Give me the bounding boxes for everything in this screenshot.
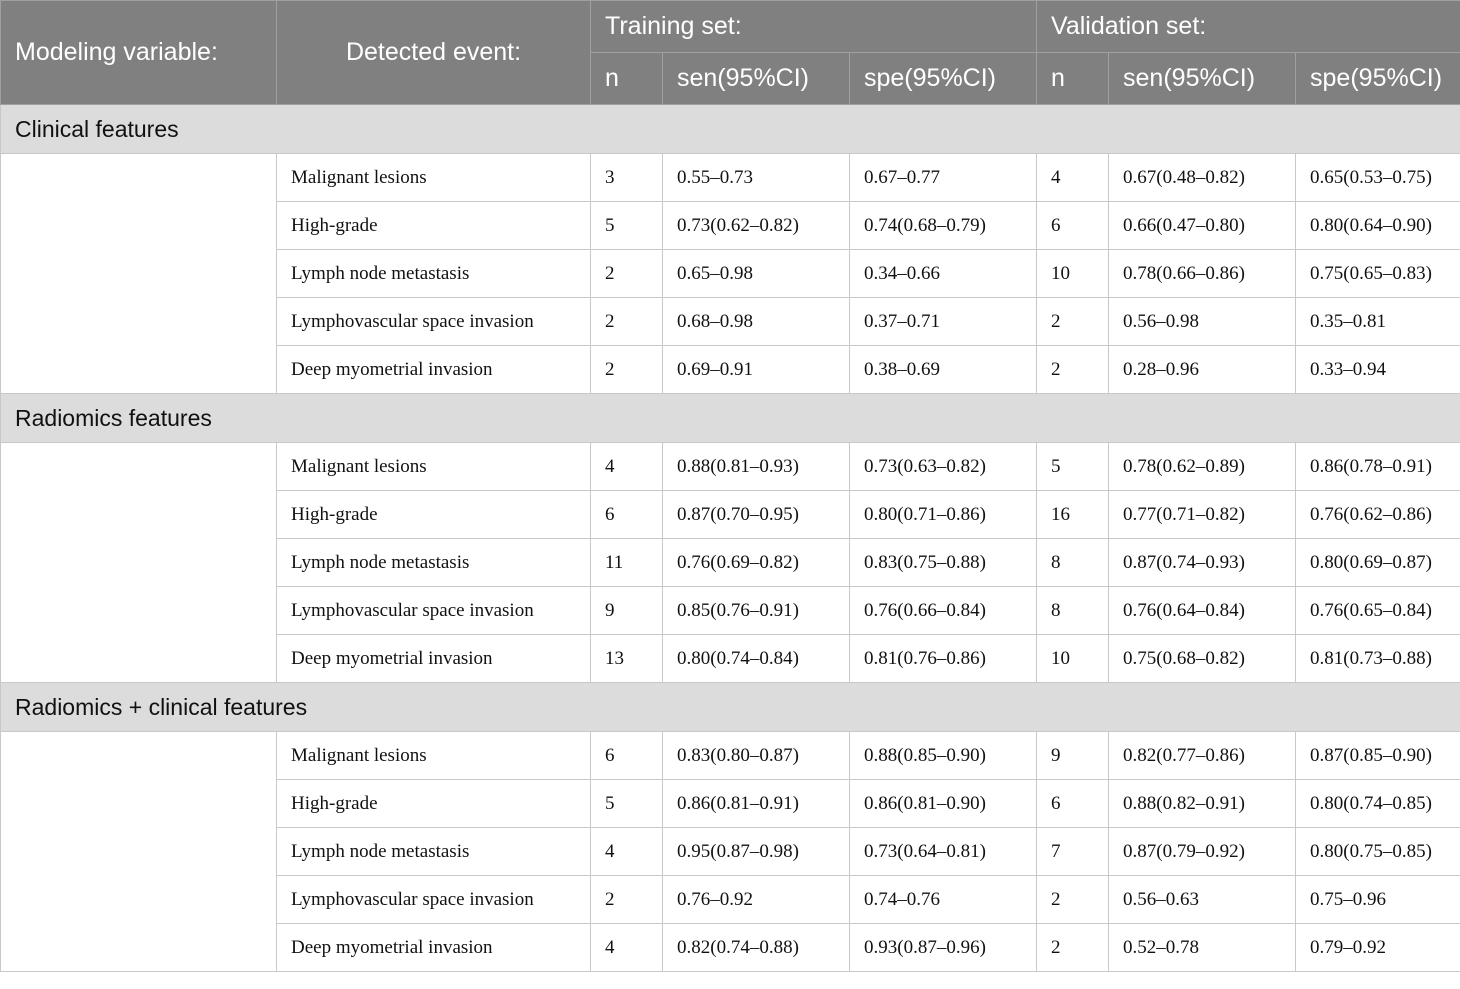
validation-sen-cell: 0.82(0.77–0.86) [1109,732,1296,780]
validation-spe-cell: 0.65(0.53–0.75) [1296,154,1460,202]
validation-n-cell: 9 [1037,732,1109,780]
validation-n-cell: 8 [1037,587,1109,635]
detected-event-cell: High-grade [277,780,591,828]
validation-spe-cell: 0.86(0.78–0.91) [1296,443,1460,491]
validation-sen-cell: 0.56–0.98 [1109,298,1296,346]
training-n-cell: 11 [591,539,663,587]
validation-n-cell: 16 [1037,491,1109,539]
table-body [1,105,1460,972]
training-n-cell: 3 [591,154,663,202]
training-sen-cell: 0.68–0.98 [663,298,850,346]
validation-spe-cell: 0.80(0.69–0.87) [1296,539,1460,587]
training-sen-cell: 0.69–0.91 [663,346,850,394]
validation-n-cell: 2 [1037,924,1109,972]
training-sen-cell: 0.80(0.74–0.84) [663,635,850,683]
header-modeling-variable: Modeling variable: [1,1,277,105]
training-sen-cell: 0.76(0.69–0.82) [663,539,850,587]
header-training-spe: spe(95%CI) [850,53,1037,105]
training-spe-cell: 0.73(0.64–0.81) [850,828,1037,876]
header-validation-set: Validation set: [1037,1,1460,53]
detected-event-cell: High-grade [277,202,591,250]
table-row [1,443,1460,491]
training-n-cell: 9 [591,587,663,635]
training-n-cell: 5 [591,780,663,828]
validation-sen-cell: 0.67(0.48–0.82) [1109,154,1296,202]
training-spe-cell: 0.80(0.71–0.86) [850,491,1037,539]
validation-sen-cell: 0.66(0.47–0.80) [1109,202,1296,250]
training-sen-cell: 0.55–0.73 [663,154,850,202]
modeling-variable-cell [1,732,277,972]
header-training-n: n [591,53,663,105]
header-training-sen: sen(95%CI) [663,53,850,105]
validation-sen-cell: 0.87(0.79–0.92) [1109,828,1296,876]
validation-spe-cell: 0.79–0.92 [1296,924,1460,972]
training-spe-cell: 0.73(0.63–0.82) [850,443,1037,491]
validation-n-cell: 5 [1037,443,1109,491]
section-title: Radiomics features [1,394,1460,443]
training-sen-cell: 0.87(0.70–0.95) [663,491,850,539]
validation-spe-cell: 0.87(0.85–0.90) [1296,732,1460,780]
validation-spe-cell: 0.33–0.94 [1296,346,1460,394]
training-sen-cell: 0.88(0.81–0.93) [663,443,850,491]
detected-event-cell: Deep myometrial invasion [277,635,591,683]
validation-sen-cell: 0.52–0.78 [1109,924,1296,972]
training-n-cell: 6 [591,491,663,539]
validation-n-cell: 7 [1037,828,1109,876]
training-sen-cell: 0.73(0.62–0.82) [663,202,850,250]
detected-event-cell: Malignant lesions [277,443,591,491]
validation-n-cell: 2 [1037,298,1109,346]
validation-sen-cell: 0.78(0.62–0.89) [1109,443,1296,491]
validation-sen-cell: 0.56–0.63 [1109,876,1296,924]
section-title: Clinical features [1,105,1460,154]
header-detected-event: Detected event: [277,1,591,105]
detected-event-cell: Lymph node metastasis [277,828,591,876]
header-validation-n: n [1037,53,1109,105]
section-row [1,105,1460,154]
training-spe-cell: 0.38–0.69 [850,346,1037,394]
detected-event-cell: Lymph node metastasis [277,539,591,587]
validation-spe-cell: 0.35–0.81 [1296,298,1460,346]
validation-n-cell: 2 [1037,876,1109,924]
training-spe-cell: 0.76(0.66–0.84) [850,587,1037,635]
validation-sen-cell: 0.76(0.64–0.84) [1109,587,1296,635]
training-spe-cell: 0.74–0.76 [850,876,1037,924]
training-n-cell: 2 [591,250,663,298]
validation-n-cell: 10 [1037,635,1109,683]
table-header [1,1,1460,105]
training-spe-cell: 0.88(0.85–0.90) [850,732,1037,780]
validation-n-cell: 2 [1037,346,1109,394]
section-title: Radiomics + clinical features [1,683,1460,732]
training-spe-cell: 0.74(0.68–0.79) [850,202,1037,250]
detected-event-cell: Deep myometrial invasion [277,924,591,972]
training-n-cell: 4 [591,828,663,876]
training-spe-cell: 0.86(0.81–0.90) [850,780,1037,828]
validation-spe-cell: 0.76(0.62–0.86) [1296,491,1460,539]
modeling-variable-cell [1,443,277,683]
training-n-cell: 4 [591,443,663,491]
training-n-cell: 13 [591,635,663,683]
training-n-cell: 5 [591,202,663,250]
training-sen-cell: 0.76–0.92 [663,876,850,924]
header-validation-sen: sen(95%CI) [1109,53,1296,105]
training-spe-cell: 0.34–0.66 [850,250,1037,298]
training-n-cell: 2 [591,298,663,346]
training-n-cell: 4 [591,924,663,972]
detected-event-cell: Lymphovascular space invasion [277,298,591,346]
modeling-variable-cell [1,154,277,394]
table-row [1,732,1460,780]
header-training-set: Training set: [591,1,1037,53]
detected-event-cell: High-grade [277,491,591,539]
detected-event-cell: Lymphovascular space invasion [277,876,591,924]
validation-n-cell: 6 [1037,202,1109,250]
training-sen-cell: 0.82(0.74–0.88) [663,924,850,972]
validation-sen-cell: 0.87(0.74–0.93) [1109,539,1296,587]
validation-spe-cell: 0.80(0.64–0.90) [1296,202,1460,250]
validation-spe-cell: 0.75–0.96 [1296,876,1460,924]
training-spe-cell: 0.83(0.75–0.88) [850,539,1037,587]
detected-event-cell: Deep myometrial invasion [277,346,591,394]
detected-event-cell: Lymph node metastasis [277,250,591,298]
training-sen-cell: 0.83(0.80–0.87) [663,732,850,780]
training-n-cell: 2 [591,346,663,394]
validation-sen-cell: 0.28–0.96 [1109,346,1296,394]
training-n-cell: 6 [591,732,663,780]
header-validation-spe: spe(95%CI) [1296,53,1460,105]
training-spe-cell: 0.67–0.77 [850,154,1037,202]
table-row [1,154,1460,202]
validation-sen-cell: 0.77(0.71–0.82) [1109,491,1296,539]
detected-event-cell: Lymphovascular space invasion [277,587,591,635]
training-sen-cell: 0.65–0.98 [663,250,850,298]
validation-spe-cell: 0.81(0.73–0.88) [1296,635,1460,683]
validation-sen-cell: 0.75(0.68–0.82) [1109,635,1296,683]
training-sen-cell: 0.85(0.76–0.91) [663,587,850,635]
validation-n-cell: 4 [1037,154,1109,202]
section-row [1,394,1460,443]
training-spe-cell: 0.93(0.87–0.96) [850,924,1037,972]
training-spe-cell: 0.37–0.71 [850,298,1037,346]
validation-n-cell: 10 [1037,250,1109,298]
detected-event-cell: Malignant lesions [277,154,591,202]
training-sen-cell: 0.86(0.81–0.91) [663,780,850,828]
validation-sen-cell: 0.78(0.66–0.86) [1109,250,1296,298]
validation-n-cell: 6 [1037,780,1109,828]
section-row [1,683,1460,732]
validation-spe-cell: 0.76(0.65–0.84) [1296,587,1460,635]
training-n-cell: 2 [591,876,663,924]
validation-sen-cell: 0.88(0.82–0.91) [1109,780,1296,828]
detected-event-cell: Malignant lesions [277,732,591,780]
validation-spe-cell: 0.80(0.75–0.85) [1296,828,1460,876]
validation-spe-cell: 0.80(0.74–0.85) [1296,780,1460,828]
training-sen-cell: 0.95(0.87–0.98) [663,828,850,876]
training-spe-cell: 0.81(0.76–0.86) [850,635,1037,683]
validation-spe-cell: 0.75(0.65–0.83) [1296,250,1460,298]
validation-n-cell: 8 [1037,539,1109,587]
